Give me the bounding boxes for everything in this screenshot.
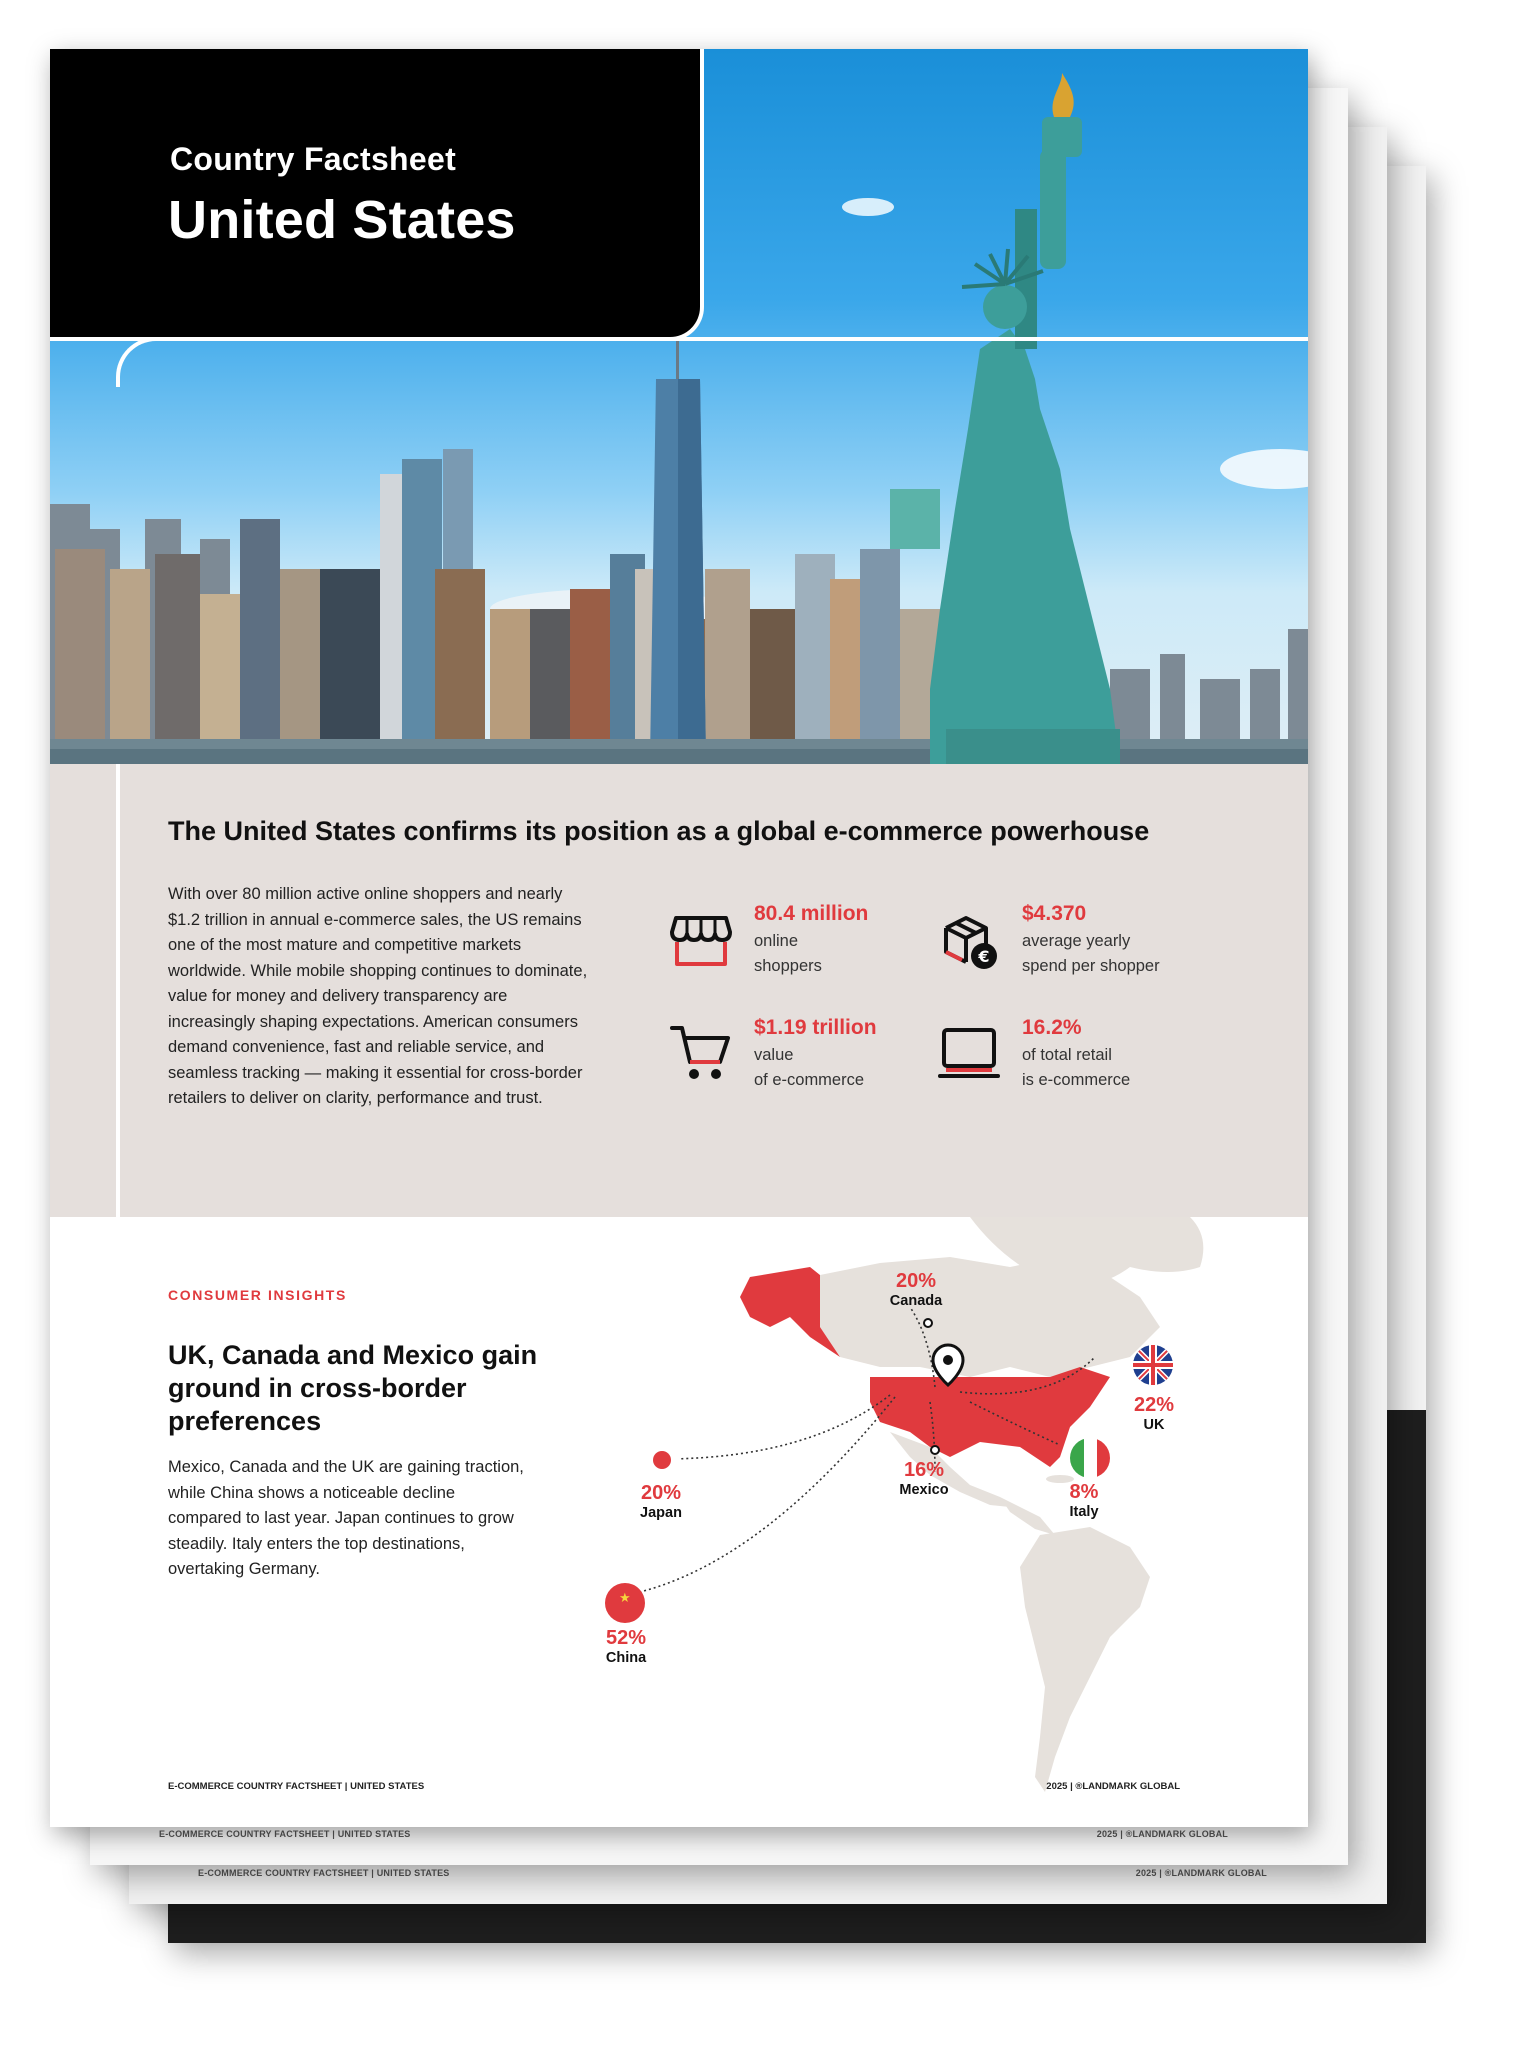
stat-label: online (754, 932, 799, 950)
footer-left: E-COMMERCE COUNTRY FACTSHEET | UNITED STATES (168, 1781, 425, 1792)
map-label-japan (640, 1482, 682, 1522)
footer-right: 2025 | ®LANDMARK GLOBAL (1046, 1781, 1180, 1792)
title-block (50, 49, 704, 341)
map-label-country: China (605, 1650, 647, 1666)
intro-headline: The United States confirms its position as a global e-commerce powerhouse (168, 816, 1150, 846)
section-title: UK, Canada and Mexico gain ground in cross-border preferences (168, 1340, 538, 1436)
hero-image (50, 49, 1308, 764)
section-body: Mexico, Canada and the UK are gaining traction, while China shows a noticeable decline compared to last year. Japan continues to grow steadily. Italy enters the top destinations, overtaking Germany. (168, 1458, 524, 1578)
svg-text:★: ★ (619, 1591, 631, 1606)
frame-line (168, 337, 1308, 341)
stacked-footer-left: E-COMMERCE COUNTRY FACTSHEET | UNITED STATES (198, 1868, 450, 1878)
page-title: United States (168, 190, 516, 250)
intro-section (50, 764, 1308, 1217)
map-label-pct: 8% (1069, 1481, 1099, 1503)
map-label-china (606, 1627, 646, 1667)
stat-value: $1.19 trillion (754, 1016, 877, 1039)
title-kicker: Country Factsheet (170, 141, 457, 177)
map-label-country: Mexico (899, 1482, 949, 1498)
intro-paragraph: With over 80 million active online shoppers and nearly $1.2 trillion in annual e-commerce sales, the US remains one of the most mature and competitive markets worldwide. While mobile shopping continues to dominate, value for money and delivery transparency are increasingly shaping expectations. American consumers demand convenience, fast and reliable service, and seamless tracking — making it essential for cross-border retailers to deliver on clarity, performance and trust. (168, 885, 588, 1107)
stat-label: shoppers (754, 957, 822, 975)
map-label-italy (1069, 1481, 1098, 1521)
stacked-footer-left: E-COMMERCE COUNTRY FACTSHEET | UNITED STATES (159, 1829, 411, 1839)
stat-value: $4.370 (1022, 902, 1087, 925)
svg-text:€: € (978, 947, 990, 966)
map-label-country: UK (1143, 1417, 1165, 1433)
stacked-footer-right: 2025 | ®LANDMARK GLOBAL (1096, 1829, 1228, 1839)
stat-label: is e-commerce (1022, 1071, 1131, 1089)
uk-flag-icon (1133, 1345, 1173, 1385)
stat-label: spend per shopper (1022, 957, 1160, 975)
stat-label: value (754, 1046, 794, 1064)
shopping-cart-icon (668, 1020, 734, 1086)
insights-section (50, 1217, 1308, 1827)
map-label-pct: 20% (895, 1270, 937, 1292)
map-label-mexico (899, 1459, 948, 1499)
japan-flag-icon (645, 1443, 679, 1477)
italy-flag-icon (1070, 1438, 1111, 1478)
map-label-country: Japan (640, 1505, 682, 1521)
map-label-canada (890, 1270, 942, 1310)
china-flag-icon (605, 1583, 645, 1623)
package-euro-icon (936, 906, 1002, 972)
storefront-icon (668, 906, 734, 972)
map-label-country: Canada (889, 1293, 943, 1309)
stacked-footer-right: 2025 | ®LANDMARK GLOBAL (1135, 1868, 1267, 1878)
map-label-pct: 22% (1133, 1394, 1175, 1416)
map-label-country: Italy (1069, 1504, 1099, 1520)
stat-label: of e-commerce (754, 1071, 865, 1089)
stat-value: 16.2% (1022, 1016, 1082, 1039)
map-label-pct: 20% (640, 1482, 682, 1504)
factsheet-page (50, 49, 1308, 1827)
map-label-uk (1134, 1394, 1174, 1434)
stat-value: 80.4 million (754, 902, 869, 925)
frame-line (116, 764, 120, 1217)
stat-label: of total retail (1022, 1046, 1112, 1064)
stat-label: average yearly (1022, 932, 1131, 950)
laptop-icon (936, 1020, 1002, 1086)
section-kicker: CONSUMER INSIGHTS (168, 1287, 347, 1303)
map-label-pct: 52% (605, 1627, 647, 1649)
map-label-pct: 16% (903, 1459, 945, 1481)
